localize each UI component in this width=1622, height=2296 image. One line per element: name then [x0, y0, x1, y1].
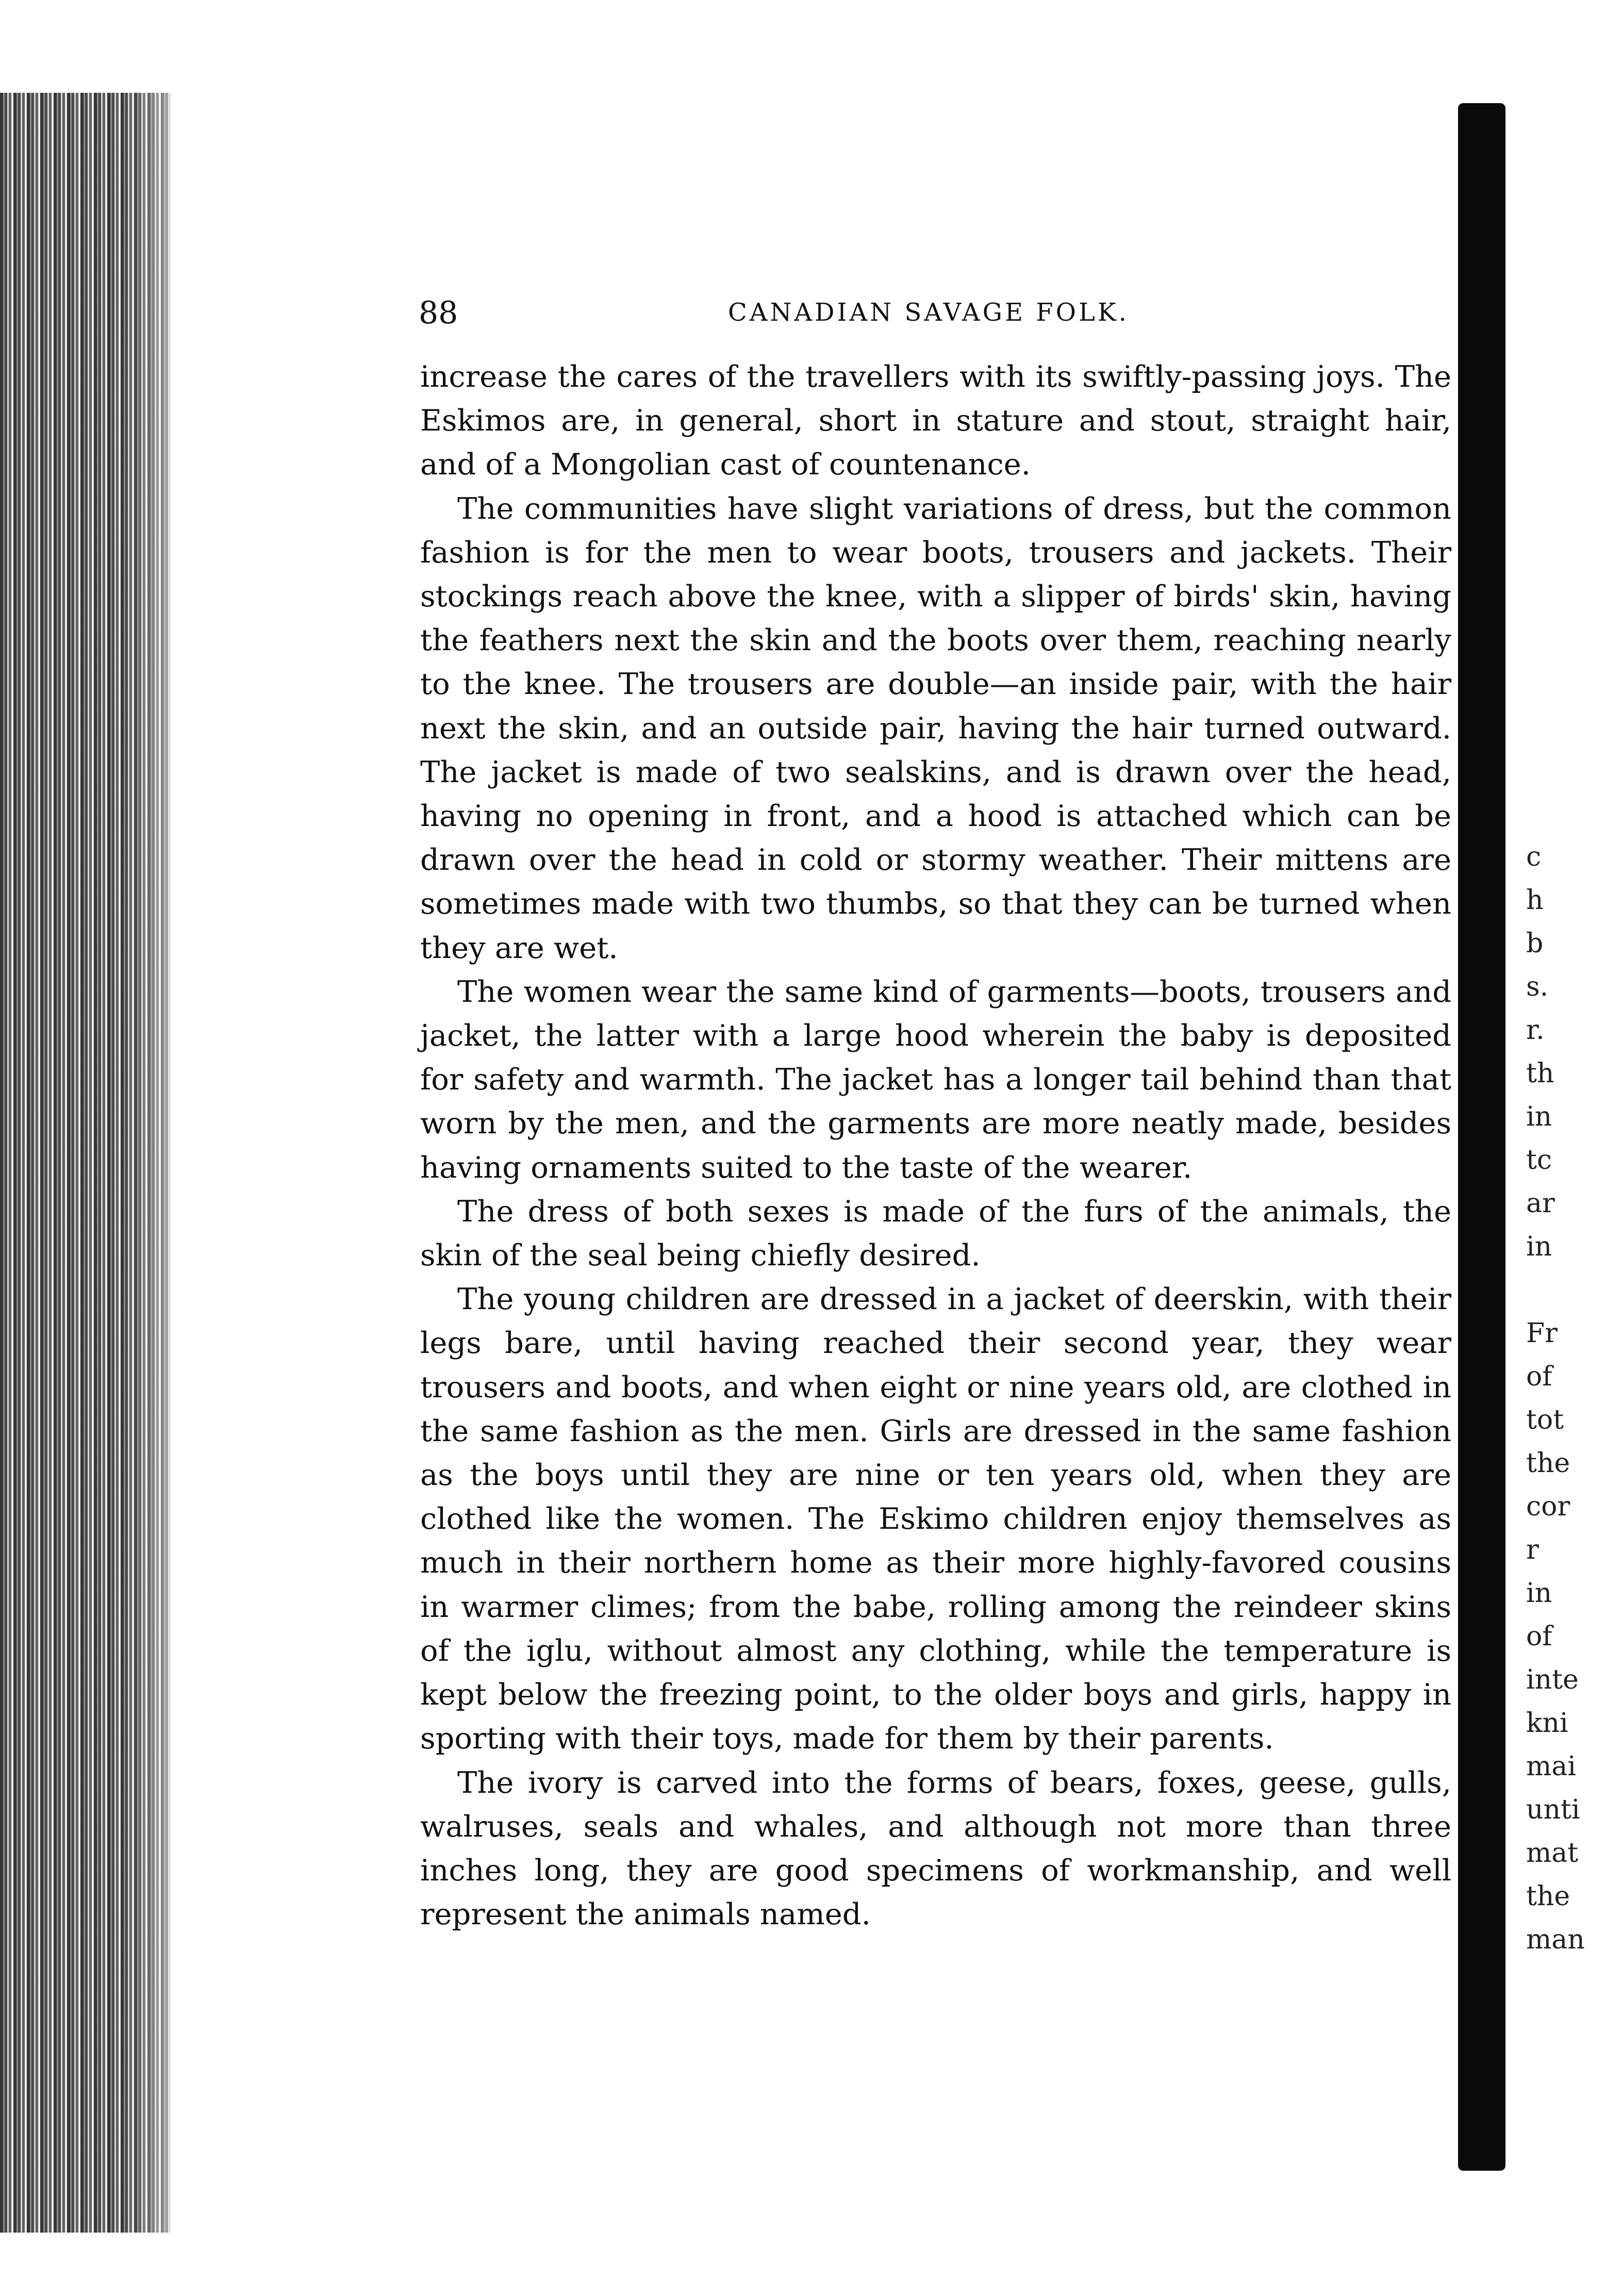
- paragraph: increase the cares of the travellers with its swiftly-passing joys. The Eskimos are, in general, short in stature and stout, straight hair, and of a Mongolian cast of countenance.: [420, 359, 1451, 482]
- paragraph: The women wear the same kind of garments—boots, trousers and jacket, the latter with a large hood wherein the baby is deposited for safety and warmth. The jacket has a longer tail behind than that worn by the men, and the garments are more neatly made, besides having ornaments suited to the taste of the wearer.: [420, 974, 1451, 1185]
- facing-fragment: r.: [1526, 1015, 1545, 1046]
- page-number: 88: [419, 295, 458, 331]
- facing-fragment: tot: [1526, 1405, 1564, 1435]
- facing-fragment: s.: [1526, 971, 1549, 1002]
- facing-fragment: r: [1526, 1534, 1539, 1565]
- paragraph: The ivory is carved into the forms of bears, foxes, geese, gulls, walruses, seals and whales, and although not more than three inches long, they are good specimens of workmanship, and well represent the animals named.: [420, 1765, 1451, 1932]
- facing-fragment: tc: [1526, 1145, 1552, 1176]
- facing-fragment: mat: [1526, 1838, 1579, 1869]
- paragraph: The dress of both sexes is made of the furs of the animals, the skin of the seal being chiefly desired.: [420, 1194, 1451, 1273]
- body-text: [420, 355, 1451, 1936]
- facing-fragment: c: [1526, 841, 1542, 872]
- facing-fragment: inte: [1526, 1664, 1579, 1695]
- facing-fragment: th: [1526, 1058, 1554, 1089]
- facing-fragment: ar: [1526, 1188, 1555, 1219]
- facing-fragment: kni: [1526, 1708, 1568, 1739]
- scan-gutter-shadow-right: [1458, 103, 1505, 2171]
- facing-fragment: of: [1526, 1361, 1552, 1392]
- facing-fragment: of: [1526, 1621, 1552, 1652]
- page-header: [419, 295, 1445, 336]
- facing-fragment: b: [1526, 928, 1544, 959]
- facing-fragment: man: [1526, 1924, 1585, 1955]
- facing-fragment: mai: [1526, 1751, 1576, 1782]
- facing-fragment: cor: [1526, 1491, 1570, 1522]
- running-head: CANADIAN SAVAGE FOLK.: [728, 298, 1129, 327]
- facing-page-fragments: [1526, 835, 1614, 1961]
- facing-fragment: the: [1526, 1448, 1570, 1479]
- scan-edge-fade: [129, 93, 211, 2233]
- facing-fragment: the: [1526, 1881, 1570, 1912]
- facing-fragment: in: [1526, 1231, 1552, 1262]
- paragraph: The young children are dressed in a jacket of deerskin, with their legs bare, until having reached their second year, they wear trousers and boots, and when eight or nine years old, are clothed in the same fashion as the men. Girls are dressed in the same fashion as the boys until they are nine or ten years old, when they are clothed like the women. The Eskimo children enjoy themselves as much in their northern home as their more highly-favored cousins in warmer climes; from the babe, rolling among the reindeer skins of the iglu, without almost any clothing, while the temperature is kept below the freezing point, to the older boys and girls, happy in sporting with their toys, made for them by their parents.: [420, 1282, 1451, 1756]
- facing-fragment: in: [1526, 1101, 1552, 1132]
- facing-fragment: in: [1526, 1578, 1552, 1609]
- facing-fragment: Fr: [1526, 1318, 1558, 1349]
- facing-fragment: unti: [1526, 1794, 1580, 1825]
- facing-fragment: h: [1526, 885, 1544, 916]
- paragraph: The communities have slight variations of dress, but the common fashion is for the men to wear boots, trousers and jackets. Their stockings reach above the knee, with a slipper of birds' skin, having the feathers next the skin and the boots over them, reaching nearly to the knee. The trousers are double—an inside pair, with the hair next the skin, and an outside pair, having the hair turned outward. The jacket is made of two sealskins, and is drawn over the head, having no opening in front, and a hood is attached which can be drawn over the head in cold or stormy weather. Their mittens are sometimes made with two thumbs, so that they can be turned when they are wet.: [420, 491, 1451, 965]
